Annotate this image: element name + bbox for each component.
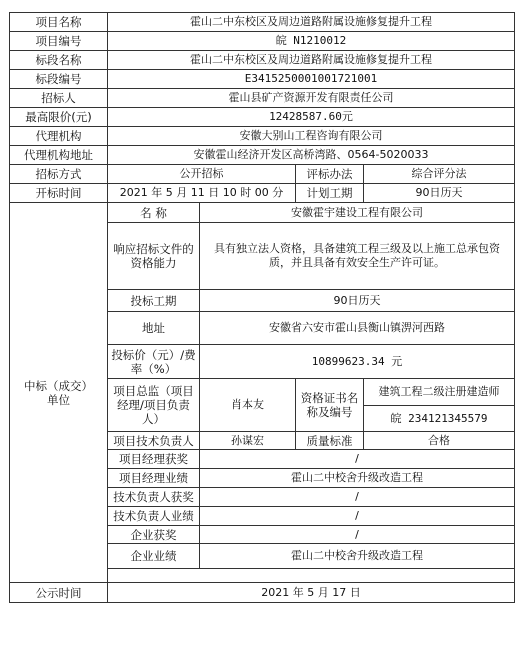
label-agency: 代理机构: [10, 127, 108, 146]
row-project-no: [10, 32, 515, 51]
value-max-price: 12428587.60元: [108, 108, 515, 127]
row-agency: [10, 127, 515, 146]
label-open-time: 开标时间: [10, 184, 108, 203]
value-company-performance: 霍山二中校舍升级改造工程: [200, 544, 515, 569]
value-certificate-no: 皖 234121345579: [364, 406, 515, 432]
value-section-name: 霍山二中东校区及周边道路附属设施修复提升工程: [108, 51, 515, 70]
label-certificate: 资格证书名称及编号: [296, 379, 364, 432]
value-quality-standard: 合格: [364, 432, 515, 450]
empty-cell: [108, 569, 515, 583]
label-evaluation-method: 评标办法: [296, 165, 364, 184]
value-section-no: E3415250001001721001: [108, 70, 515, 89]
label-quality-standard: 质量标准: [296, 432, 364, 450]
value-pm-award: /: [200, 450, 515, 469]
label-section-name: 标段名称: [10, 51, 108, 70]
value-project-name: 霍山二中东校区及周边道路附属设施修复提升工程: [108, 13, 515, 32]
label-winner-name: 名 称: [108, 203, 200, 223]
label-tech-award: 技术负责人获奖: [108, 488, 200, 507]
value-notice-time: 2021 年 5 月 17 日: [108, 583, 515, 603]
label-pm-award: 项目经理获奖: [108, 450, 200, 469]
label-section-no: 标段编号: [10, 70, 108, 89]
value-address: 安徽省六安市霍山县衡山镇淠河西路: [200, 312, 515, 345]
label-max-price: 最高限价(元): [10, 108, 108, 127]
value-project-manager: 肖本友: [200, 379, 296, 432]
value-tech-lead: 孙谋宏: [200, 432, 296, 450]
row-agency-address: [10, 146, 515, 165]
value-tech-award: /: [200, 488, 515, 507]
row-open-time: [10, 184, 515, 203]
row-max-price: [10, 108, 515, 127]
label-address: 地址: [108, 312, 200, 345]
label-tenderer: 招标人: [10, 89, 108, 108]
label-agency-address: 代理机构地址: [10, 146, 108, 165]
value-planned-period: 90日历天: [364, 184, 515, 203]
label-qualification: 响应招标文件的资格能力: [108, 223, 200, 290]
label-tech-performance: 技术负责人业绩: [108, 507, 200, 526]
value-tenderer: 霍山县矿产资源开发有限责任公司: [108, 89, 515, 108]
label-company-award: 企业获奖: [108, 526, 200, 544]
label-winner-group: 中标（成交）单位: [10, 203, 108, 583]
value-agency-address: 安徽霍山经济开发区高桥湾路、0564-5020033: [108, 146, 515, 165]
value-tender-method: 公开招标: [108, 165, 296, 184]
label-bid-period: 投标工期: [108, 290, 200, 312]
value-tech-performance: /: [200, 507, 515, 526]
label-bid-price: 投标价（元）/费率（%）: [108, 345, 200, 379]
label-project-manager: 项目总监（项目经理/项目负责人）: [108, 379, 200, 432]
label-notice-time: 公示时间: [10, 583, 108, 603]
label-pm-performance: 项目经理业绩: [108, 469, 200, 488]
value-bid-period: 90日历天: [200, 290, 515, 312]
row-project-name: [10, 13, 515, 32]
value-pm-performance: 霍山二中校舍升级改造工程: [200, 469, 515, 488]
row-section-name: [10, 51, 515, 70]
label-tech-lead: 项目技术负责人: [108, 432, 200, 450]
label-company-performance: 企业业绩: [108, 544, 200, 569]
label-tender-method: 招标方式: [10, 165, 108, 184]
value-winner-name: 安徽霍宇建设工程有限公司: [200, 203, 515, 223]
row-tenderer: [10, 89, 515, 108]
row-notice-time: [10, 583, 515, 603]
value-project-no: 皖 N1210012: [108, 32, 515, 51]
value-certificate-name: 建筑工程二级注册建造师: [364, 379, 515, 406]
bid-result-notice: [9, 12, 515, 603]
row-method: [10, 165, 515, 184]
label-project-name: 项目名称: [10, 13, 108, 32]
value-evaluation-method: 综合评分法: [364, 165, 515, 184]
row-section-no: [10, 70, 515, 89]
value-company-award: /: [200, 526, 515, 544]
value-agency: 安徽大别山工程咨询有限公司: [108, 127, 515, 146]
label-project-no: 项目编号: [10, 32, 108, 51]
label-planned-period: 计划工期: [296, 184, 364, 203]
row-winner-name: [10, 203, 515, 223]
value-open-time: 2021 年 5 月 11 日 10 时 00 分: [108, 184, 296, 203]
value-qualification: 具有独立法人资格，具备建筑工程三级及以上施工总承包资质，并且具备有效安全生产许可证。: [200, 223, 515, 290]
value-bid-price: 10899623.34 元: [200, 345, 515, 379]
bid-result-table: [9, 12, 515, 603]
